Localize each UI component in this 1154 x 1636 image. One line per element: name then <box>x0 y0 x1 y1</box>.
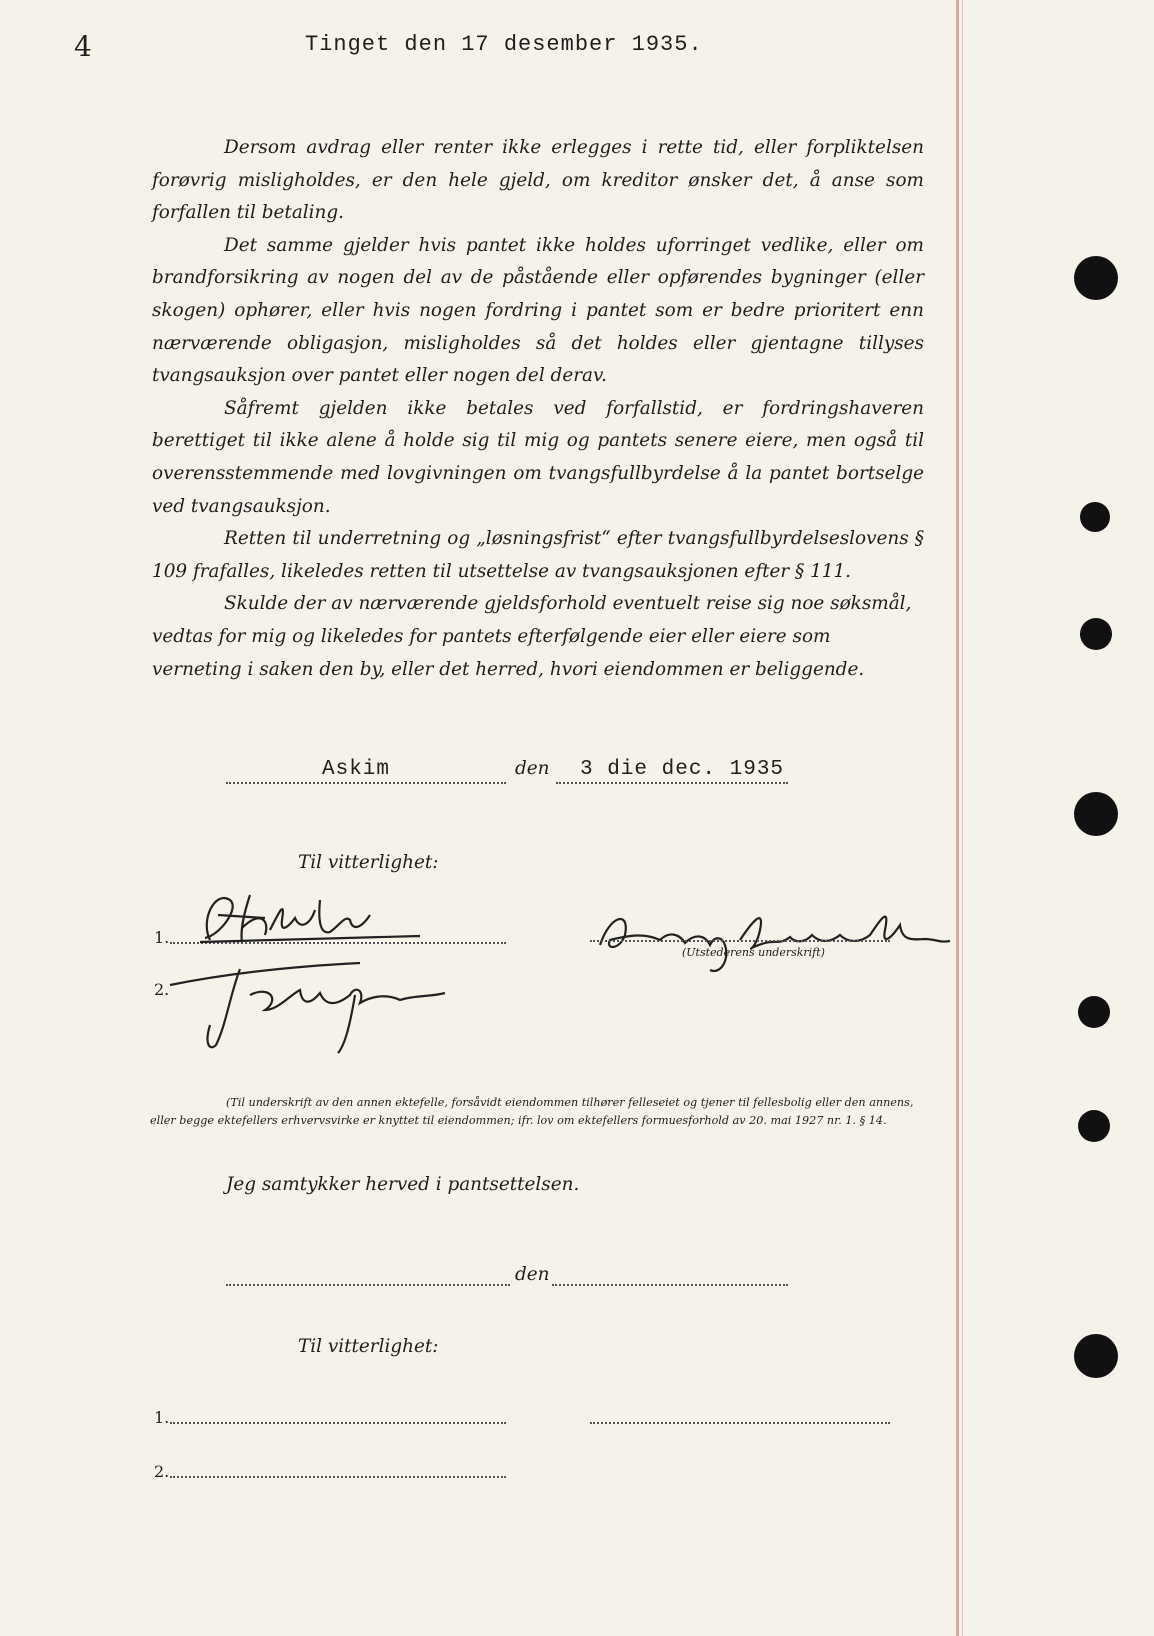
paragraph: Såfremt gjelden ikke betales ved forfallstid, er fordringshaveren berettiget til ikke alene å holde sig til mig og pantets senere eiere, men også til overensstemmende med lovgivningen om tvangsfullbyrdelse å la pantet bortselge ved tvangsauksjon. <box>152 397 924 517</box>
date-dotted-line <box>556 782 788 784</box>
paragraph: Dersom avdrag eller renter ikke erlegges i rette tid, eller forpliktelsen forøvrig misligholdes, er den hele gjeld, om kreditor ønsker det, å anse som forfallen til betaling. <box>152 137 924 224</box>
issuer-signature-line-2 <box>590 1422 890 1424</box>
witness-label-2: Til vitterlighet: <box>298 1336 439 1357</box>
red-margin-line <box>956 0 959 1636</box>
issuer-signature <box>590 895 970 975</box>
date: 3 die dec. 1935 <box>580 758 785 781</box>
punch-hole <box>1074 1334 1118 1378</box>
witness-label: Til vitterlighet: <box>298 852 439 873</box>
witness-1b-line <box>170 1422 506 1424</box>
body-text <box>152 132 924 686</box>
den-label: den <box>515 758 550 779</box>
punch-hole <box>1074 256 1118 300</box>
place: Askim <box>322 758 391 781</box>
witness-line-number: 1. <box>154 1408 170 1427</box>
issuer-caption: (Utstederens underskrift) <box>682 946 825 959</box>
consent-place-line <box>226 1284 510 1286</box>
witness-2b-line <box>170 1476 506 1478</box>
witness-line-number: 2. <box>154 980 170 999</box>
den-label-2: den <box>515 1264 550 1285</box>
punch-hole <box>1074 792 1118 836</box>
page-number: 4 <box>74 30 92 63</box>
page-header: Tinget den 17 desember 1935. <box>305 32 703 57</box>
consent-text: Jeg samtykker herved i pantsettelsen. <box>226 1174 580 1195</box>
red-margin-line-secondary <box>962 0 963 1636</box>
witness-1-signature <box>170 880 430 950</box>
punch-hole <box>1080 618 1112 650</box>
note-line: eller begge ektefellers erhvervsvirke er knyttet til eiendommen; ifr. lov om ektefellers formuesforhold av 20. mai 1927 nr. 1. § 14. <box>150 1114 887 1127</box>
place-dotted-line <box>226 782 506 784</box>
witness-2-signature <box>160 955 480 1055</box>
punch-hole <box>1080 502 1110 532</box>
paragraph: Retten til underretning og „løsningsfrist“ efter tvangsfullbyrdelseslovens § 109 frafalles, likeledes retten til utsettelse av tvangsauksjonen efter § 111. <box>152 528 924 582</box>
witness-line-number: 2. <box>154 1462 170 1481</box>
witness-line-number: 1. <box>154 928 170 947</box>
issuer-signature-line <box>590 940 890 942</box>
punch-hole <box>1078 1110 1110 1142</box>
paragraph: Skulde der av nærværende gjeldsforhold eventuelt reise sig noe søksmål, vedtas for mig og likeledes for pantets efterfølgende eier eller eiere som verneting i saken den by, eller det herred, hvori eiendommen er beliggende. <box>152 593 912 680</box>
spouse-note <box>150 1094 930 1130</box>
consent-date-line <box>552 1284 788 1286</box>
paragraph: Det samme gjelder hvis pantet ikke holdes uforringet vedlike, eller om brandforsikring av nogen del av de påstående eller opførendes bygninger (eller skogen) ophører, eller hvis nogen fordring i pantet som er bedre prioritert enn nærværende obligasjon, misligholdes så det holdes eller gjentagne tillyses tvangsauksjon over pantet eller nogen del derav. <box>152 234 924 387</box>
note-line: (Til underskrift av den annen ektefelle, forsåvidt eiendommen tilhører felleseiet og tjener til fellesbolig eller den annens, <box>226 1096 914 1109</box>
punch-hole <box>1078 996 1110 1028</box>
